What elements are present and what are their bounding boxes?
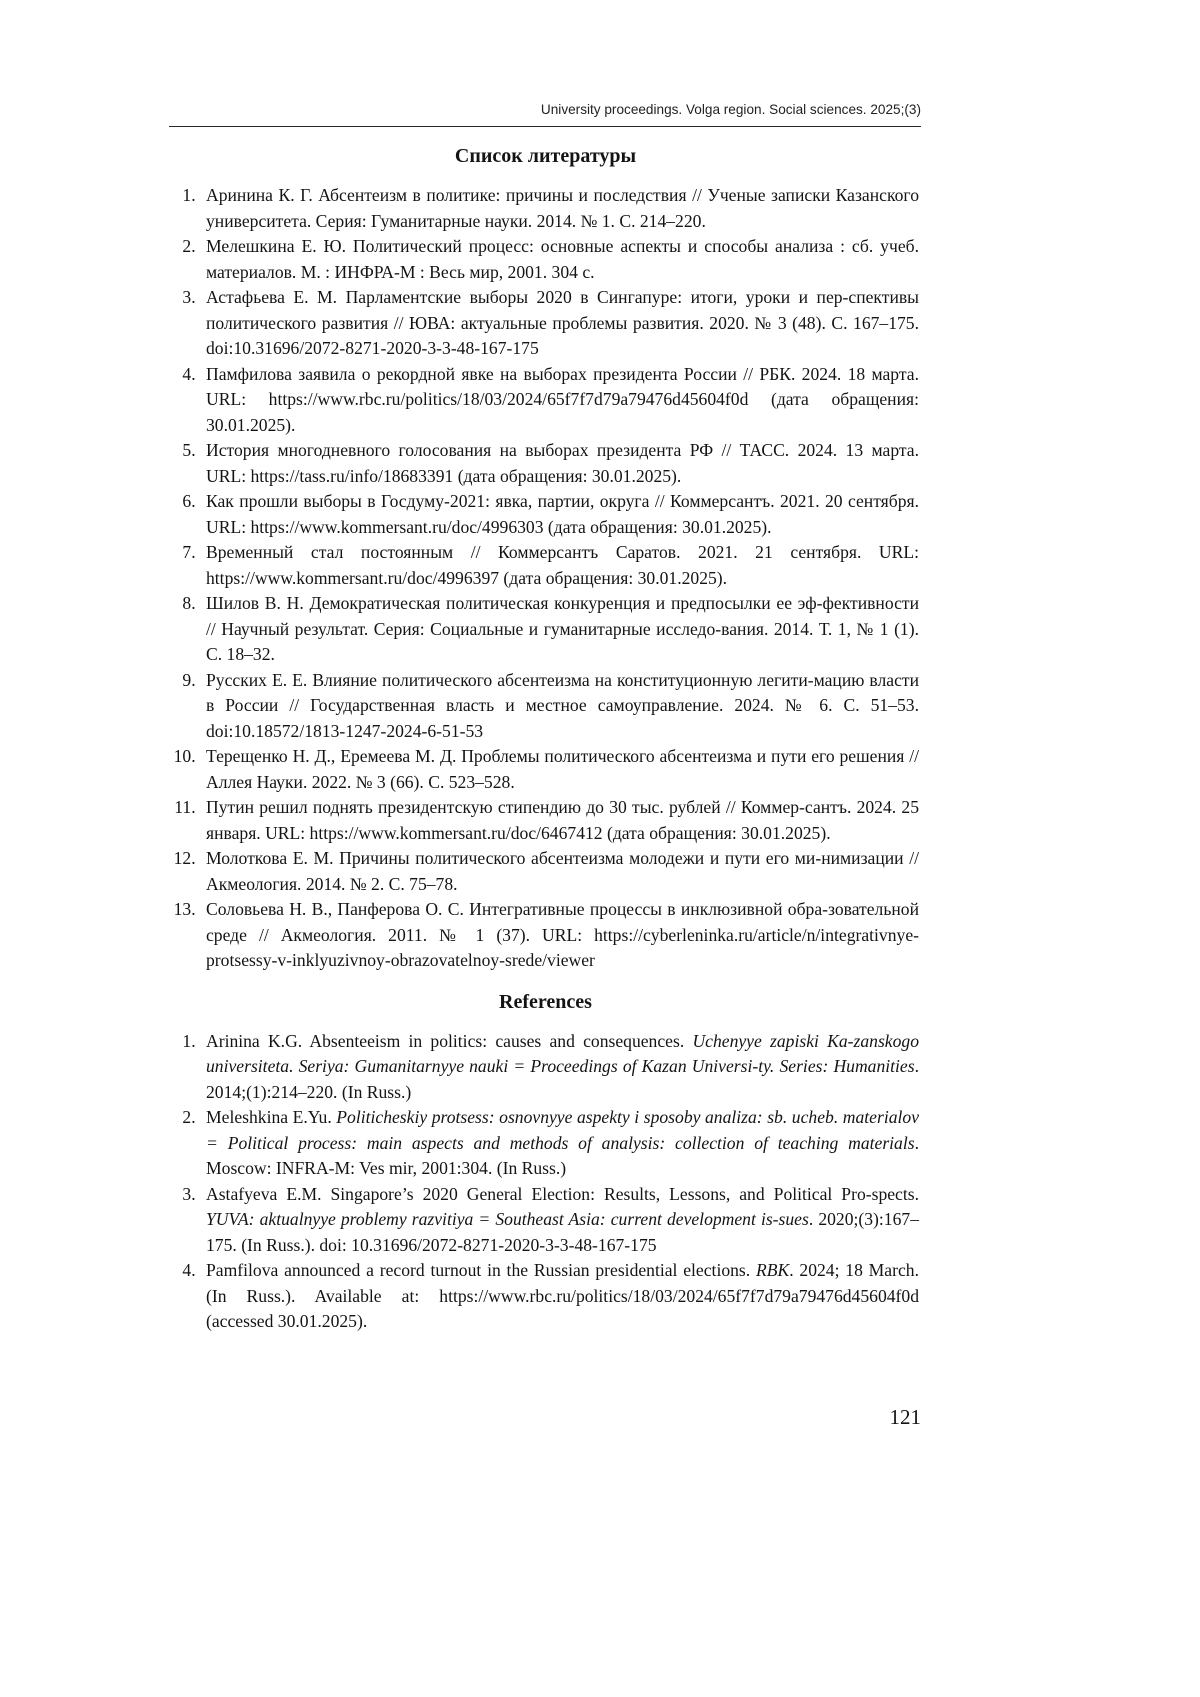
en-reference-item [172, 1105, 919, 1182]
ru-reference-item [172, 795, 919, 846]
ref-text: Временный стал постоянным // Коммерсантъ Саратов. 2021. 21 сентября. URL: https://www.kommersant.ru/doc/4996397 (дата обращения: 30.01.2025). [206, 542, 919, 588]
ru-reference-item [172, 234, 919, 285]
ref-text: Аринина К. Г. Абсентеизм в политике: причины и последствия // Ученые записки Казанского университета. Серия: Гуманитарные науки. 2014. № 1. С. 214–220. [206, 185, 919, 231]
ref-text [200, 1105, 919, 1182]
ref-number: 13. [173, 899, 196, 919]
ref-number: 4. [182, 1260, 196, 1280]
references-content [172, 141, 919, 1335]
page-number: 121 [889, 1405, 921, 1429]
ru-reference-item [172, 668, 919, 745]
ref-number: 6. [182, 491, 196, 511]
ref-number: 3. [182, 287, 196, 307]
ref-text [200, 1258, 919, 1335]
ru-reference-item [172, 489, 919, 540]
en-reference-item [172, 1182, 919, 1259]
ref-number: 8. [182, 593, 196, 613]
ru-reference-item [172, 285, 919, 362]
ref-number: 12. [173, 848, 196, 868]
ref-text: Астафьева Е. М. Парламентские выборы 2020 в Сингапуре: итоги, уроки и пер-спективы политического развития // ЮВА: актуальные проблемы развития. 2020. № 3 (48). С. 167–175. doi:10.31696/2072-8271-2020-3-3-48-167-175 [206, 287, 919, 358]
ref-number: 1. [182, 185, 196, 205]
ref-text-plain: . 2014;(1):214–220. (In Russ.) [206, 1056, 919, 1102]
ref-number: 4. [182, 363, 196, 384]
ref-text: Путин решил поднять президентскую стипендию до 30 тыс. рублей // Коммер-сантъ. 2024. 25 января. URL: https://www.kommersant.ru/doc/6467412 (дата обращения: 30.01.2025). [206, 797, 919, 843]
ref-text: Русских Е. Е. Влияние политического абсентеизма на конституционную легити-мацию власти в России // Государственная власть и местное самоуправление. 2024. № 6. С. 51–53. doi:10.18572/1813-1247-2024-6-51-53 [206, 669, 919, 741]
ru-reference-item [172, 897, 919, 974]
ref-source-italic: Uchenyye zapiski Ka-zanskogo universiteta. Seriya: Gumanitarnyye nauki = Proceedings of Kazan Universi-ty. Series: Humanities [206, 1030, 919, 1076]
ref-text: Памфилова заявила о рекордной явке на выборах президента России // РБК. 2024. 18 марта. URL: https://www.rbc.ru/politics/18/03/2024/65f7f7d79a79476d45604f0d (дата обращения: 30.01.2025). [206, 363, 919, 435]
ref-number: 1. [182, 1030, 196, 1051]
ru-reference-item [172, 591, 919, 668]
ref-text [200, 1029, 919, 1106]
ref-text: Терещенко Н. Д., Еремеева М. Д. Проблемы политического абсентеизма и пути его решения // Аллея Науки. 2022. № 3 (66). С. 523–528. [206, 746, 919, 792]
ref-number: 10. [173, 746, 196, 766]
ref-text: Соловьева Н. В., Панферова О. С. Интегративные процессы в инклюзивной обра-зовательной среде // Акмеология. 2011. № 1 (37). URL: https://cyberleninka.ru/article/n/integrativnye-protsessy-v-inklyuzivnoy-obrazovatelnoy-srede/viewer [206, 899, 919, 970]
en-reference-list [172, 1029, 919, 1335]
ref-source-italic: YUVA: aktualnyye problemy razvitiya = Southeast Asia: current development is-sues [206, 1209, 809, 1229]
ref-text-plain: Astafyeva E.M. Singapore’s 2020 General Election: Results, Lessons, and Political Pro-spects. [206, 1183, 919, 1204]
ref-number: 11. [174, 797, 196, 817]
ref-source-italic: Politicheskiy protsess: osnovnyye aspekty i sposoby analiza: sb. ucheb. materialov = Political process: main aspects and methods of analysis: collection of teaching materials [206, 1107, 919, 1153]
en-reference-item [172, 1029, 919, 1106]
ref-number: 2. [182, 236, 196, 256]
ref-text: Как прошли выборы в Госдуму-2021: явка, партии, округа // Коммерсантъ. 2021. 20 сентября. URL: https://www.kommersant.ru/doc/4996303 (дата обращения: 30.01.2025). [206, 491, 919, 537]
ref-number: 9. [182, 669, 196, 690]
ref-text: Шилов В. Н. Демократическая политическая конкуренция и предпосылки ее эф-фективности // Научный результат. Серия: Социальные и гуманитарные исследо-вания. 2014. Т. 1, № 1 (1). С. 18–32. [206, 593, 919, 664]
ru-reference-list [172, 183, 919, 974]
ref-text [200, 1182, 919, 1259]
ref-number: 7. [182, 542, 196, 562]
ru-reference-item [172, 846, 919, 897]
running-title: University proceedings. Volga region. Social sciences. 2025;(3) [540, 102, 921, 117]
ru-reference-item [172, 183, 919, 234]
en-reference-item [172, 1258, 919, 1335]
ru-reference-item [172, 540, 919, 591]
ref-text-plain: . 2024; 18 March. (In Russ.). Available at: https://www.rbc.ru/politics/18/03/2024/65f7f7d79a79476d45604f0d (accessed 30.01.2025). [206, 1260, 919, 1331]
ref-text-plain: . Moscow: INFRA-M: Ves mir, 2001:304. (In Russ.) [206, 1132, 919, 1178]
ref-source-italic: RBK [755, 1260, 790, 1280]
ref-text-plain: Pamfilova announced a record turnout in the Russian presidential elections. [206, 1260, 756, 1280]
ref-text: Мелешкина Е. Ю. Политический процесс: основные аспекты и способы анализа : сб. учеб. материалов. М. : ИНФРА-М : Весь мир, 2001. 304 с. [206, 236, 919, 282]
ref-text-plain: . 2020;(3):167–175. (In Russ.). doi: 10.31696/2072-8271-2020-3-3-48-167-175 [206, 1209, 919, 1255]
ru-reference-item [172, 744, 919, 795]
ref-text-plain: Meleshkina E.Yu. [206, 1107, 337, 1127]
ru-reference-item [172, 438, 919, 489]
ref-text-plain: Arinina K.G. Absenteeism in politics: causes and consequences. [206, 1030, 693, 1051]
ref-number: 3. [182, 1183, 196, 1204]
ru-reference-item [172, 362, 919, 439]
running-header [169, 100, 921, 127]
en-references-title: References [499, 990, 592, 1013]
ru-references-title: Список литературы [454, 145, 637, 167]
ref-number: 2. [182, 1107, 196, 1127]
ref-text: История многодневного голосования на выборах президента РФ // ТАСС. 2024. 13 марта. URL: https://tass.ru/info/18683391 (дата обращения: 30.01.2025). [206, 440, 919, 486]
ref-number: 5. [182, 440, 196, 460]
ref-text: Молоткова Е. М. Причины политического абсентеизма молодежи и пути его ми-нимизации // Акмеология. 2014. № 2. С. 75–78. [206, 848, 919, 894]
